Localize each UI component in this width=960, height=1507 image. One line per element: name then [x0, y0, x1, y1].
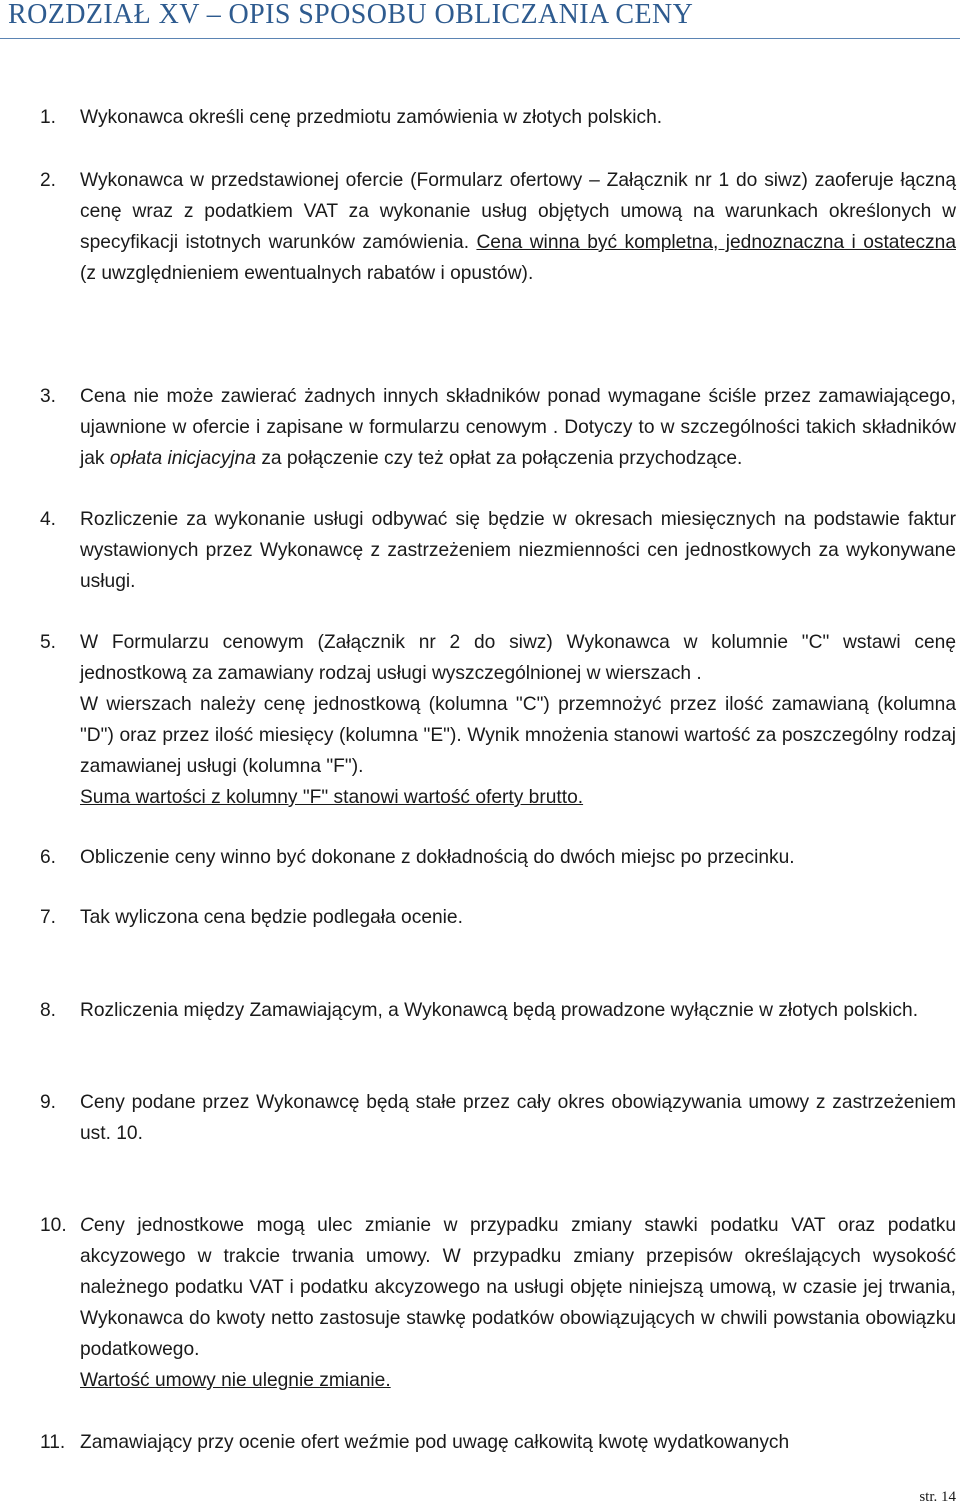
item-number: 10.: [40, 1215, 67, 1236]
item-number: 5.: [40, 632, 57, 653]
item-number: 7.: [40, 907, 57, 928]
item-text: Obliczenie ceny winno być dokonane z dokładnością do dwóch miejsc po przecinku.: [80, 847, 795, 868]
item-text: [80, 1210, 956, 1396]
item-number: 1.: [40, 107, 57, 128]
item-number: 4.: [40, 509, 57, 530]
item-text: Ceny podane przez Wykonawcę będą stałe przez cały okres obowiązywania umowy z zastrzeżeniem ust. 10.: [80, 1092, 956, 1144]
underlined-text: Wartość umowy nie ulegnie zmianie.: [80, 1370, 391, 1391]
item-number: 2.: [40, 170, 57, 191]
item-text-part: Wykonawca w przedstawionej ofercie (Formularz ofertowy – Załącznik nr 1 do siwz) zaoferuje łączną cenę wraz z podatkiem VAT za wykonanie usług objętych umową na warunkach określonych w specyfikacji istotnych warunków zamówienia.: [80, 170, 956, 253]
page-number: str. 14: [919, 1489, 956, 1505]
item-text-part: za połączenie czy też opłat za połączenia przychodzące.: [256, 448, 743, 469]
item-text-part: eny jednostkowe mogą ulec zmianie w przypadku zmiany stawki podatku VAT oraz podatku akcyzowego w trakcie trwania umowy. W przypadku zmiany przepisów określających wysokość należnego podatku VAT i podatku akcyzowego na usługi objęte niniejszą umową, w czasie jej trwania, Wykonawca do kwoty netto zastosuje stawkę podatków obowiązujących w chwili powstania obowiązku podatkowego.: [80, 1215, 956, 1360]
italic-text: opłata inicjacyjna: [109, 448, 256, 469]
page-heading: ROZDZIAŁ XV – OPIS SPOSOBU OBLICZANIA CENY: [8, 0, 694, 30]
item-number: 9.: [40, 1092, 57, 1113]
item-text: Zamawiający przy ocenie ofert weźmie pod uwagę całkowitą kwotę wydatkowanych: [80, 1432, 790, 1453]
item-text: Rozliczenie za wykonanie usługi odbywać się będzie w okresach miesięcznych na podstawie faktur wystawionych przez Wykonawcę z zastrzeżeniem niezmienności cen jednostkowych za wykonywane usługi.: [80, 509, 956, 592]
item-text-part: [80, 1210, 956, 1365]
item-text: Rozliczenia między Zamawiającym, a Wykonawcą będą prowadzone wyłącznie w złotych polskich.: [80, 1000, 919, 1021]
underlined-text: Cena winna być kompletna, jednoznaczna i ostateczna: [476, 232, 956, 253]
italic-text: C: [80, 1215, 94, 1236]
item-number: 3.: [40, 386, 57, 407]
underlined-text: Suma wartości z kolumny "F" stanowi wartość oferty brutto.: [80, 787, 584, 808]
item-number: 11.: [40, 1432, 66, 1453]
item-text: [80, 381, 956, 474]
item-text-part: (z uwzględnieniem ewentualnych rabatów i opustów).: [80, 263, 534, 284]
item-number: 8.: [40, 1000, 57, 1021]
item-text-part: W wierszach należy cenę jednostkową (kolumna "C") przemnożyć przez ilość zamawianą (kolumna "D") oraz przez ilość miesięcy (kolumna "E"). Wynik mnożenia stanowi wartość za poszczególny rodzaj zamawianej usługi (kolumna "F").: [80, 694, 956, 777]
item-text: [80, 165, 956, 289]
item-number: 6.: [40, 847, 57, 868]
item-text: Tak wyliczona cena będzie podlegała ocenie.: [80, 907, 463, 928]
item-text-part: Cena nie może zawierać żadnych innych składników ponad wymagane ściśle przez zamawiającego, ujawnione w ofercie i zapisane w formularzu cenowym . Dotyczy to w szczególności takich składników jak: [80, 386, 956, 469]
item-text: [80, 627, 956, 813]
item-text: Wykonawca określi cenę przedmiotu zamówienia w złotych polskich.: [80, 107, 663, 128]
heading-divider: [0, 38, 960, 39]
item-text-part: W Formularzu cenowym (Załącznik nr 2 do siwz) Wykonawca w kolumnie "C" wstawi cenę jednostkową za zamawiany rodzaj usługi wyszczególnionej w wierszach .: [80, 632, 956, 684]
